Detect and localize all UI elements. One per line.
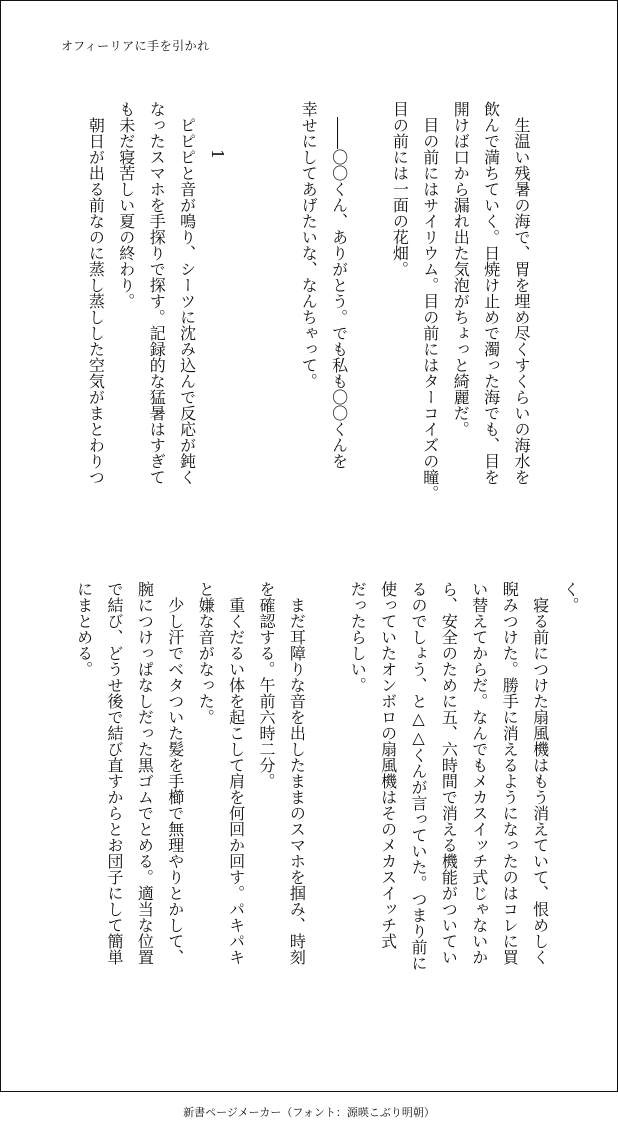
text-column: にまとめる。 — [74, 581, 94, 677]
text-column: い替えてからだ。なんでもメカスイッチ式じゃないか — [469, 581, 489, 965]
text-column: 朝日が出る前なのに蒸し蒸しした空気がまとわりつ — [86, 101, 106, 485]
page-header-title: オフィーリアに手を引かれ — [61, 39, 210, 53]
text-column: まだ耳障りな音を出したままのスマホを掴み、時刻 — [287, 581, 307, 965]
text-column: も未だ寝苦しい夏の終わり。 — [116, 101, 136, 309]
text-column: 飲んで満ちていく。日焼け止めで濁った海でも、目を — [481, 101, 501, 485]
text-column: 開けば口から漏れ出た気泡がちょっと綺麗だ。 — [451, 101, 471, 437]
footer-credit: 新書ページメーカー（フォント：源暎こぶり明朝） — [183, 1106, 435, 1119]
text-column: く。 — [561, 581, 580, 613]
text-column — [234, 101, 258, 541]
text-column: 幸せにしてあげたいな、なんちゃって。 — [299, 101, 319, 389]
text-column — [356, 101, 380, 541]
text-column: るのでしょう、と△△くんが言っていた。つまり前に — [409, 581, 428, 971]
text-column: で結び、どうせ後で結び直すからとお団子にして簡単 — [105, 581, 124, 965]
text-column: 目の前には一面の花畑。 — [390, 101, 410, 277]
text-column: 使っていたオンボロの扇風機はそのメカスイッチ式 — [378, 581, 398, 949]
text-column: 目の前にはサイリウム。目の前にはターコイズの瞳。 — [420, 101, 440, 501]
text-column: を確認する。午前六時二分。 — [257, 581, 276, 789]
text-column: ピピピと音が鳴り、シーツに沈み込んで反応が鈍く — [177, 101, 197, 485]
text-column: 少し汗でベタついた髪を手櫛で無理やりとかして、 — [165, 581, 185, 965]
text-column: 睨みつけた。勝手に消えるようになったのはコレに買 — [500, 581, 520, 965]
text-column: なったスマホを手探りで探す。記録的な猛暑はすぎて — [147, 101, 167, 485]
text-column: ら、安全のために五、六時間で消える機能がついてい — [439, 581, 459, 965]
text-column: 寝る前につけた扇風機はもう消えていて、恨めしく — [530, 581, 550, 965]
text-column: だったらしい。 — [348, 581, 368, 693]
text-column: 生温い残暑の海で、胃を埋め尽くすくらいの海水を — [512, 101, 531, 485]
text-column: 1 — [208, 101, 227, 160]
text-column — [265, 101, 289, 541]
text-column — [314, 581, 338, 1021]
text-column: 重くだるい体を起こして肩を何回か回す。パキパキ — [226, 581, 246, 965]
text-column: と嫌な音がなった。 — [196, 581, 216, 725]
text-column: 腕につけっぱなしだった黒ゴムでとめる。適当な位置 — [135, 581, 155, 965]
text-column: ――〇〇くん、ありがとう。でも私も〇〇くんを — [329, 101, 349, 469]
